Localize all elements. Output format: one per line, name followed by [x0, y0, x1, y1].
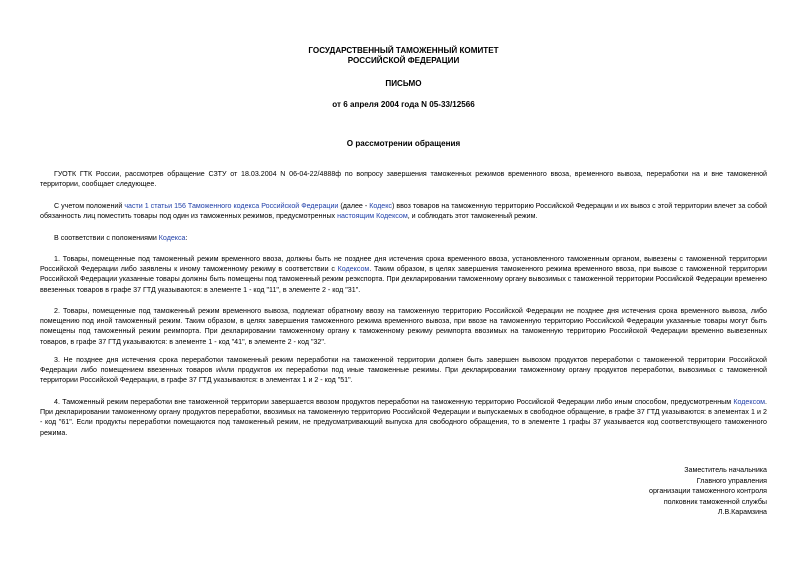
paragraph-text: (далее -	[338, 202, 370, 210]
paragraph-text: 1. Товары, помещенные под таможенный режим временного ввоза, должны быть не позднее дня истечения срока временного ввоза, установленного таможенным органом, вывезены с таможенной территории Российской Федерации либо заявлены к иному таможенному режиму в соответствии с	[40, 255, 767, 274]
paragraph-text: 2. Товары, помещенные под таможенный режим временного вывоза, подлежат обратному ввозу на таможенную территорию Российской Федерации не позднее дня истечения срока временного вывоза, либо помещению под иной таможенный режим. Таким образом, в целях завершения таможенного режима временного вывоза, при ввозе на таможенную территорию Российской Федерации указанные товары могут быть помещены под таможенный режим реимпорта. При декларировании таможенному органу к таможенному режиму реимпорта ввозимых на таможенную территорию Российской Федерации временно вывезенных товаров, в графе 37 ГТД указываются: в элементе 1 - код "41", в элементе 2 - код "32".	[40, 307, 767, 346]
signatory-position: Заместитель начальника	[684, 466, 767, 474]
paragraph-text: В соответствии с положениями	[54, 234, 159, 242]
paragraph-item-2	[40, 306, 767, 347]
code-link[interactable]: Кодекса	[158, 234, 186, 242]
paragraph-text: . При декларировании таможенному органу продуктов переработки, ввозимых на таможенную территорию Российской Федерации и выпускаемых в свободное обращение, в графе 37 ГТД указываются: в элементах 1 и 2 - код "61". Если продукты переработки помещаются под таможенный режим, не предусматривающий выпуска для свободного обращения, то в элементе 1 графы 37 указывается код соответствующего таможенного режима.	[40, 398, 767, 437]
paragraph-code-reference	[40, 201, 767, 221]
signatory-department: Главного управления	[696, 476, 767, 485]
paragraph-text: 4. Таможенный режим переработки вне таможенной территории завершается ввозом продуктов переработки на таможенную территорию Российской Федерации либо иным способом, предусмотренным	[54, 398, 734, 406]
code-article-link[interactable]: части 1 статьи 156 Таможенного кодекса Российской Федерации	[124, 202, 339, 210]
signatory-rank: полковник таможенной службы	[663, 497, 767, 506]
paragraph-text: , и соблюдать этот таможенный режим.	[407, 212, 538, 221]
issuer-line-1: ГОСУДАРСТВЕННЫЙ ТАМОЖЕННЫЙ КОМИТЕТ	[308, 46, 499, 55]
paragraph-intro-text: ГУОТК ГТК России, рассмотрев обращение СЗТУ от 18.03.2004 N 06-04-22/4888ф по вопросу завершения таможенных режимов временного ввоза, временного вывоза, переработки на и вне таможенной территории, сообщает следующее.	[40, 170, 767, 189]
paragraph-item-1	[40, 254, 767, 295]
paragraph-item-3	[40, 355, 767, 386]
issuer-line-2: РОССИЙСКОЙ ФЕДЕРАЦИИ	[347, 56, 460, 65]
paragraph-text: ) ввоз товаров на таможенную территорию Российской Федерации и их вывоз с этой территории влечет за собой обязанность лиц поместить товары под один из таможенных режимов, предусмотренных	[40, 202, 767, 221]
paragraph-item-4	[40, 397, 767, 438]
code-link[interactable]: настоящим Кодексом	[337, 212, 408, 221]
code-link[interactable]: Кодексом	[337, 265, 370, 274]
document-date-number: от 6 апреля 2004 года N 05-33/12566	[332, 100, 475, 109]
document-type: ПИСЬМО	[385, 79, 422, 88]
paragraph-text: 3. Не позднее дня истечения срока переработки таможенный режим переработки на таможенной территории должен быть завершен вывозом продуктов переработки с таможенной территории Российской Федерации либо помещением ввезенных товаров и/или продуктов их переработки под иные таможенные режимы. При декларировании таможенному органу продуктов переработки, вывозимых с таможенной территории Российской Федерации, в графе 37 ГТД указываются: в элементах 1 и 2 - код "51".	[40, 356, 767, 385]
paragraph-provisions-intro	[40, 233, 767, 243]
signatory-division: организации таможенного контроля	[649, 487, 767, 496]
code-link[interactable]: Кодексом	[733, 398, 766, 406]
signatory-name: Л.В.Карамзина	[717, 508, 767, 517]
paragraph-text: С учетом положений	[54, 202, 125, 210]
paragraph-text: . Таким образом, в целях завершения таможенного режима временного ввоза, при вывозе с таможенной территории Российской Федерации указанные товары должны быть помещены под таможенный режим реэкспорта. При декларировании таможенному органу вывозимых с таможенной территории Российской Федерации временно ввезенных товаров в графе 37 ГТД указываются: в элементе 1 - код "11", в элементе 2 - код "31".	[40, 265, 767, 294]
paragraph-intro	[40, 169, 767, 189]
signature-block	[649, 465, 767, 518]
code-link[interactable]: Кодекс	[369, 202, 392, 210]
document-title: О рассмотрении обращения	[346, 139, 461, 148]
paragraph-text: :	[185, 234, 188, 242]
